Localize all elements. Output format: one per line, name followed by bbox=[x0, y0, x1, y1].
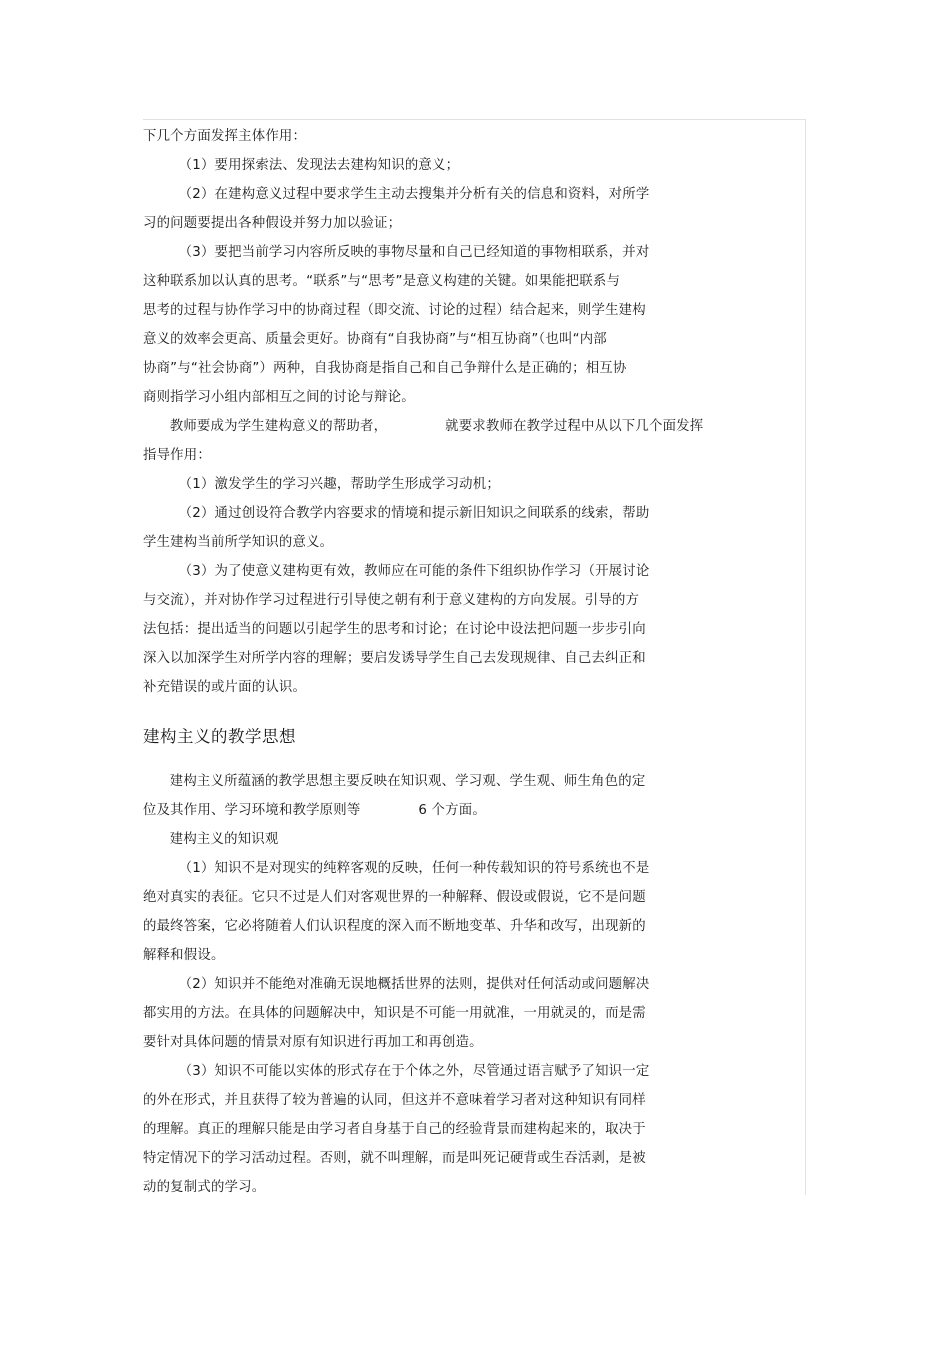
text-line: 商则指学习小组内部相互之间的讨论与辩论。 bbox=[143, 390, 415, 405]
text-line: 学生建构当前所学知识的意义。 bbox=[143, 535, 334, 550]
text-line: 的外在形式，并且获得了较为普遍的认同，但这并不意味着学习者对这种知识有同样 bbox=[143, 1093, 646, 1108]
text-line: 思考的过程与协作学习中的协商过程（即交流、讨论的过程）结合起来，则学生建构 bbox=[143, 303, 646, 318]
text-line: 教师要成为学生建构意义的帮助者， 就要求教师在教学过程中从以下几个面发挥 bbox=[143, 419, 704, 434]
text-line: 绝对真实的表征。它只不过是人们对客观世界的一种解释、假设或假说，它不是问题 bbox=[143, 890, 646, 905]
section-teaching-thoughts bbox=[143, 767, 783, 1202]
text-line: 与交流），并对协作学习过程进行引导使之朝有利于意义建构的方向发展。引导的方 bbox=[143, 593, 640, 608]
text-line: 动的复制式的学习。 bbox=[143, 1180, 266, 1195]
text-line: 要针对具体问题的情景对原有知识进行再加工和再创造。 bbox=[143, 1035, 483, 1050]
text-line: （1）知识不是对现实的纯粹客观的反映，任何一种传载知识的符号系统也不是 bbox=[143, 861, 650, 876]
text-line: （2）通过创设符合教学内容要求的情境和提示新旧知识之间联系的线索，帮助 bbox=[143, 506, 650, 521]
text-line: 解释和假设。 bbox=[143, 948, 225, 963]
text-line: 的理解。真正的理解只能是由学习者自身基于自己的经验背景而建构起来的，取决于 bbox=[143, 1122, 646, 1137]
text-line: （3）知识不可能以实体的形式存在于个体之外，尽管通过语言赋予了知识一定 bbox=[143, 1064, 650, 1079]
text-line: （2）知识并不能绝对准确无误地概括世界的法则，提供对任何活动或问题解决 bbox=[143, 977, 650, 992]
text-line: 法包括：提出适当的问题以引起学生的思考和讨论；在讨论中设法把问题一步步引向 bbox=[143, 622, 646, 637]
text-line: 这种联系加以认真的思考。“联系”与“思考”是意义构建的关键。如果能把联系与 bbox=[143, 274, 621, 289]
text-line: 建构主义所蕴涵的教学思想主要反映在知识观、学习观、学生观、师生角色的定 bbox=[143, 774, 646, 789]
text-line: （2）在建构意义过程中要求学生主动去搜集并分析有关的信息和资料，对所学 bbox=[143, 187, 650, 202]
text-line: 下几个方面发挥主体作用： bbox=[143, 129, 307, 144]
text-line: （1）要用探索法、发现法去建构知识的意义； bbox=[143, 158, 460, 173]
text-line: 补充错误的或片面的认识。 bbox=[143, 680, 307, 695]
text-line: （1）激发学生的学习兴趣，帮助学生形成学习动机； bbox=[143, 477, 500, 492]
text-line: 位及其作用、学习环境和教学原则等 6 个方面。 bbox=[143, 803, 486, 818]
text-line: 的最终答案，它必将随着人们认识程度的深入而不断地变革、升华和改写，出现新的 bbox=[143, 919, 646, 934]
text-line: 都实用的方法。在具体的问题解决中，知识是不可能一用就准，一用就灵的，而是需 bbox=[143, 1006, 646, 1021]
text-line: （3）为了使意义建构更有效，教师应在可能的条件下组织协作学习（开展讨论 bbox=[143, 564, 650, 579]
text-line: 指导作用： bbox=[143, 448, 211, 463]
section-heading: 建构主义的教学思想 bbox=[143, 727, 296, 746]
text-line: 意义的效率会更高、质量会更好。协商有“自我协商”与“相互协商”（也叫“内部 bbox=[143, 332, 607, 347]
document-body bbox=[143, 122, 783, 1202]
subheading-knowledge-view: 建构主义的知识观 bbox=[143, 832, 279, 847]
text-line: （3）要把当前学习内容所反映的事物尽量和自己已经知道的事物相联系，并对 bbox=[143, 245, 650, 260]
text-line: 深入以加深学生对所学内容的理解；要启发诱导学生自己去发现规律、自己去纠正和 bbox=[143, 651, 646, 666]
text-line: 特定情况下的学习活动过程。否则，就不叫理解，而是叫死记硬背或生吞活剥，是被 bbox=[143, 1151, 646, 1166]
text-line: 协商”与“社会协商”）两种，自我协商是指自己和自己争辩什么是正确的；相互协 bbox=[143, 361, 627, 376]
section-learner-role bbox=[143, 122, 783, 702]
text-line: 习的问题要提出各种假设并努力加以验证； bbox=[143, 216, 402, 231]
